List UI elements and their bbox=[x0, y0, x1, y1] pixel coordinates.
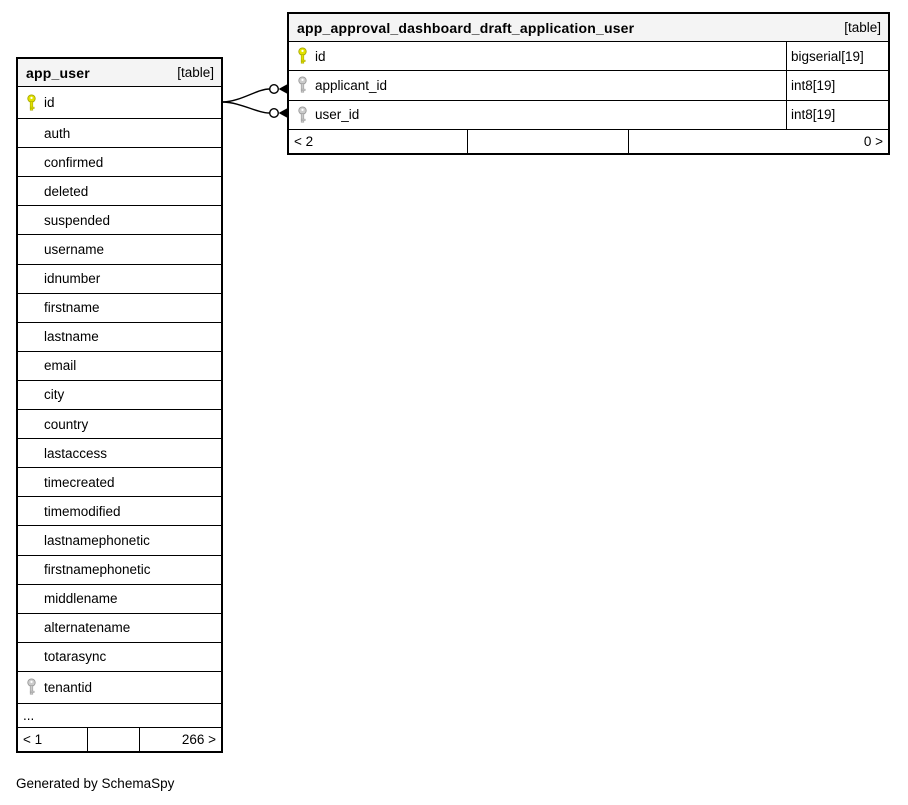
footer-middle-cell bbox=[468, 130, 629, 153]
footer-parent-count: < 2 bbox=[289, 130, 468, 153]
column-name: lastnamephonetic bbox=[44, 532, 150, 548]
footer-middle-cell bbox=[88, 728, 140, 751]
column-name: timecreated bbox=[44, 474, 115, 490]
column-row-auth bbox=[18, 119, 221, 148]
column-name: deleted bbox=[44, 183, 89, 199]
column-type: int8[19] bbox=[786, 71, 888, 99]
ellipsis-row: ... bbox=[18, 703, 221, 727]
column-row-suspended bbox=[18, 206, 221, 235]
column-name: idnumber bbox=[44, 271, 101, 287]
column-row-id bbox=[18, 87, 221, 119]
table-type-label: [table] bbox=[177, 65, 214, 80]
column-row-alternatename bbox=[18, 614, 221, 643]
column-name: auth bbox=[44, 125, 71, 141]
column-name: lastaccess bbox=[44, 445, 108, 461]
column-name: email bbox=[44, 358, 77, 374]
table-name: app_user bbox=[26, 64, 90, 81]
table-app-user-footer bbox=[18, 727, 221, 751]
column-row-middlename bbox=[18, 585, 221, 614]
foreign-key-icon bbox=[289, 106, 315, 124]
column-row-lastaccess bbox=[18, 439, 221, 468]
table-app-approval-footer bbox=[289, 129, 888, 153]
column-name: id bbox=[44, 95, 55, 111]
column-name: city bbox=[44, 387, 65, 403]
key-glyph bbox=[297, 76, 308, 94]
column-name: tenantid bbox=[44, 679, 93, 695]
footer-child-count: 266 > bbox=[181, 732, 216, 747]
column-name: id bbox=[315, 48, 326, 64]
column-row-user_id bbox=[289, 101, 888, 129]
column-type: bigserial[19] bbox=[786, 42, 888, 70]
column-type: int8[19] bbox=[786, 101, 888, 129]
column-name: lastname bbox=[44, 329, 99, 345]
fk-circle-endpoint bbox=[270, 109, 279, 118]
fk-line-user-id bbox=[223, 102, 270, 113]
column-name: username bbox=[44, 242, 105, 258]
column-name: confirmed bbox=[44, 154, 104, 170]
key-glyph bbox=[26, 94, 37, 112]
column-row-firstnamephonetic bbox=[18, 556, 221, 585]
column-row-lastnamephonetic bbox=[18, 526, 221, 555]
relationship-connectors bbox=[221, 75, 289, 127]
column-row-timecreated bbox=[18, 468, 221, 497]
column-row-id bbox=[289, 42, 888, 71]
table-app-user bbox=[16, 57, 223, 753]
key-glyph bbox=[297, 47, 308, 65]
schemaspy-credit: Generated by SchemaSpy bbox=[16, 776, 175, 791]
table-type-label: [table] bbox=[844, 20, 881, 35]
key-glyph bbox=[26, 678, 37, 696]
column-name: totarasync bbox=[44, 649, 107, 665]
fk-arrowhead bbox=[279, 84, 287, 93]
column-row-city bbox=[18, 381, 221, 410]
key-glyph bbox=[297, 106, 308, 124]
column-name: middlename bbox=[44, 591, 118, 607]
column-row-timemodified bbox=[18, 497, 221, 526]
column-row-applicant_id bbox=[289, 71, 888, 100]
column-name: timemodified bbox=[44, 503, 121, 519]
column-row-totarasync bbox=[18, 643, 221, 672]
column-row-username bbox=[18, 235, 221, 264]
footer-child-count: 0 > bbox=[863, 134, 883, 149]
foreign-key-icon bbox=[289, 76, 315, 94]
column-row-tenantid bbox=[18, 672, 221, 703]
column-name: country bbox=[44, 416, 89, 432]
column-row-idnumber bbox=[18, 265, 221, 294]
footer-parent-count: < 1 bbox=[18, 728, 88, 751]
primary-key-icon bbox=[18, 94, 44, 112]
column-name: suspended bbox=[44, 212, 111, 228]
column-row-email bbox=[18, 352, 221, 381]
fk-line-applicant-id bbox=[223, 89, 270, 102]
column-name: applicant_id bbox=[315, 77, 388, 93]
column-name: firstnamephonetic bbox=[44, 562, 151, 578]
table-name: app_approval_dashboard_draft_application_user bbox=[297, 19, 635, 36]
column-row-lastname bbox=[18, 323, 221, 352]
table-app-approval-dashboard-draft-application-user bbox=[287, 12, 890, 155]
column-row-confirmed bbox=[18, 148, 221, 177]
column-row-country bbox=[18, 410, 221, 439]
foreign-key-icon bbox=[18, 678, 44, 696]
table-app-user-header[interactable] bbox=[18, 59, 221, 87]
fk-circle-endpoint bbox=[270, 85, 279, 94]
column-name: alternatename bbox=[44, 620, 131, 636]
fk-arrowhead bbox=[279, 108, 287, 117]
column-row-firstname bbox=[18, 294, 221, 323]
column-name: firstname bbox=[44, 300, 100, 316]
column-rows bbox=[289, 42, 888, 129]
column-name: user_id bbox=[315, 107, 360, 123]
column-rows bbox=[18, 87, 221, 703]
column-row-deleted bbox=[18, 177, 221, 206]
table-app-approval-header[interactable] bbox=[289, 14, 888, 42]
primary-key-icon bbox=[289, 47, 315, 65]
